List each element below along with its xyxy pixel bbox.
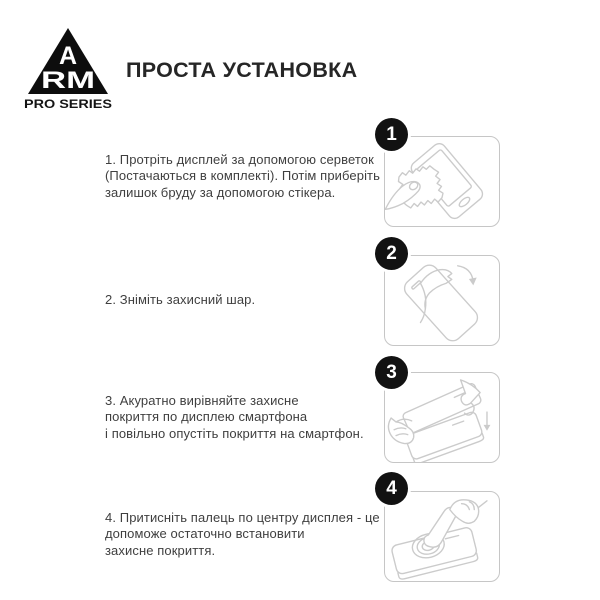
step-3-text xyxy=(105,393,364,442)
wipe-display-illustration xyxy=(385,137,499,226)
step-3-number-badge xyxy=(375,356,408,389)
step-1-line-1: 1. Протріть дисплей за допомогою серветок xyxy=(105,152,374,167)
step-1-line-2: (Постачаються в комплекті). Потім приберіть xyxy=(105,168,380,184)
step-4-number-badge xyxy=(375,472,408,505)
step-4-number: 4 xyxy=(386,477,397,499)
logo-letters-rm: RM xyxy=(41,67,95,94)
step-1-line-3: залишок бруду за допомогою стікера. xyxy=(105,184,336,200)
step-4-text xyxy=(105,510,380,559)
logo-series-label: PRO SERIES xyxy=(24,97,112,111)
align-glass-over-phone-illustration xyxy=(385,373,499,462)
step-4-line-1: 4. Притисніть палець по центру дисплея - це xyxy=(105,510,380,525)
step-1-number: 1 xyxy=(386,123,397,145)
step-3-line-3: і повільно опустіть покриття на смартфон. xyxy=(105,425,364,441)
peel-protective-layer-illustration xyxy=(385,256,499,345)
arm-pro-series-logo xyxy=(20,24,120,112)
press-display-center-illustration xyxy=(385,492,499,581)
step-1-text xyxy=(105,152,380,201)
step-3-line-2: покриття по дисплею смартфона xyxy=(105,409,308,425)
step-2-line-1: 2. Зніміть захисний шар. xyxy=(105,292,256,307)
step-2-number-badge xyxy=(375,237,408,270)
step-2-figure-frame xyxy=(384,255,500,346)
page-title: ПРОСТА УСТАНОВКА xyxy=(126,58,358,82)
step-2-number: 2 xyxy=(386,242,397,264)
step-4-figure-frame xyxy=(384,491,500,582)
step-4-line-3: захисне покриття. xyxy=(105,542,216,558)
step-1-number-badge xyxy=(375,118,408,151)
step-2-text xyxy=(105,292,255,308)
step-4-line-2: допоможе остаточно встановити xyxy=(105,526,305,542)
arm-logo-icon xyxy=(20,24,120,112)
step-1-figure-frame xyxy=(384,136,500,227)
step-3-line-1: 3. Акуратно вирівняйте захисне xyxy=(105,393,299,408)
step-3-number: 3 xyxy=(386,361,397,383)
logo-letter-a: A xyxy=(58,42,78,70)
